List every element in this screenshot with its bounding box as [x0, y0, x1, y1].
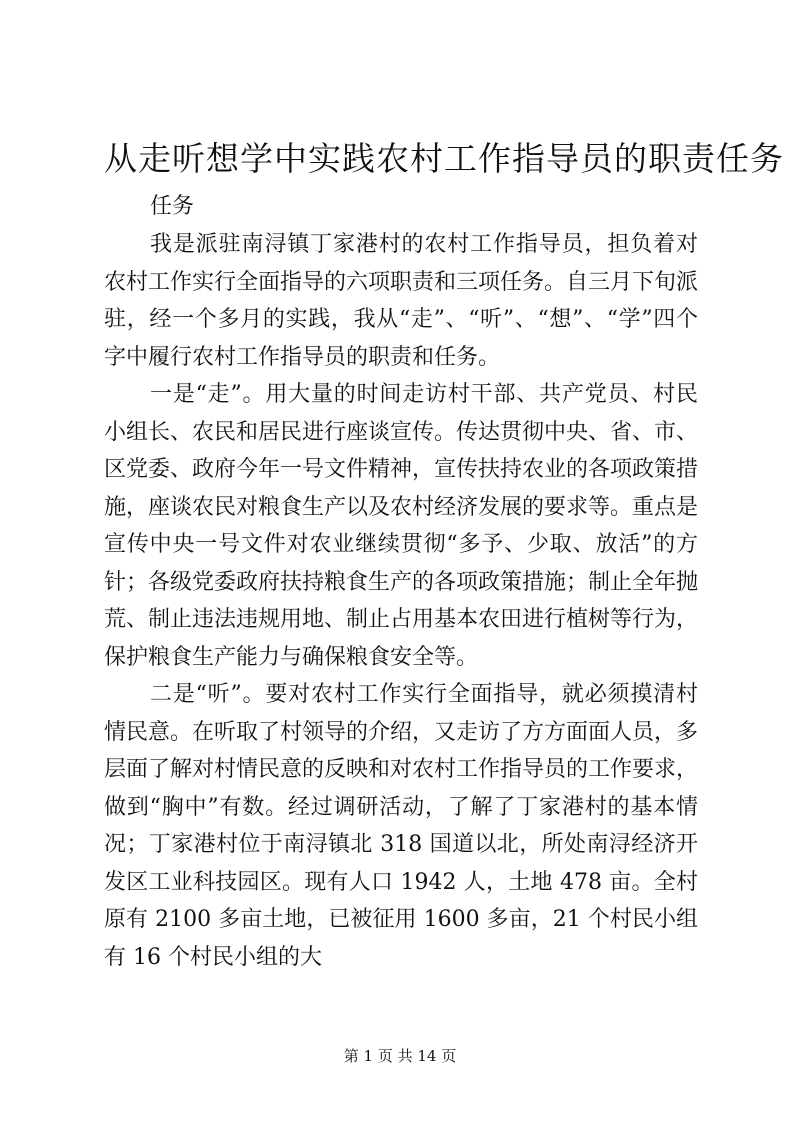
- paragraph-listen: 二是“听”。要对农村工作实行全面指导，就必须摸清村情民意。在听取了村领导的介绍，又走访了方方面面人员，多层面了解对村情民意的反映和对农村工作指导员的工作要求，做到“胸中”有数。经过调研活动，了解了丁家港村的基本情况；丁家港村位于南浔镇北 318 国道以北，所处南浔经济开发区工业科技园区。现有人口 1942 人，土地 478 亩。全村原有 2100 多亩土地，已被征用 1600 多亩，21 个村民小组有 16 个村民小组的大: [104, 682, 699, 970]
- document-title: 从走听想学中实践农村工作指导员的职责任务: [104, 139, 784, 178]
- paragraph-walk: 一是“走”。用大量的时间走访村干部、共产党员、村民小组长、农民和居民进行座谈宣传。传达贯彻中央、省、市、区党委、政府今年一号文件精神，宣传扶持农业的各项政策措施，座谈农民对粮食生产以及农村经济发展的要求等。重点是宣传中央一号文件对农业继续贯彻“多予、少取、放活”的方针；各级党委政府扶持粮食生产的各项政策措施；制止全年抛荒、制止违法违规用地、制止占用基本农田进行植树等行为，保护粮食生产能力与确保粮食安全等。: [104, 382, 699, 670]
- document-subtitle: 任务: [150, 194, 195, 219]
- page-footer: 第 1 页 共 14 页: [343, 1047, 457, 1065]
- document-body: [104, 226, 698, 976]
- paragraph-intro: 我是派驻南浔镇丁家港村的农村工作指导员，担负着对农村工作实行全面指导的六项职责和三项任务。自三月下旬派驻，经一个多月的实践，我从“走”、“听”、“想”、“学”四个字中履行农村工作指导员的职责和任务。: [104, 232, 699, 370]
